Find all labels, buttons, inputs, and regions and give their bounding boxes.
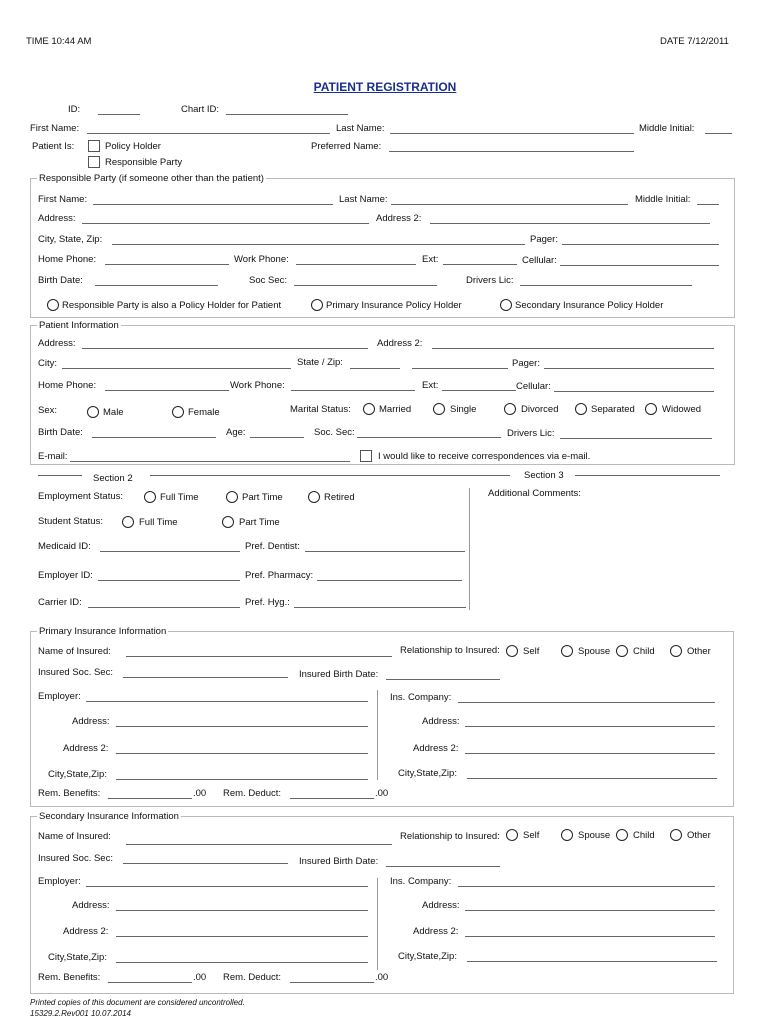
rp-ext-input[interactable]	[443, 264, 517, 265]
pt-state-input[interactable]	[350, 368, 400, 369]
sec-deduct-cents: .00	[375, 972, 389, 983]
pri-spouse-label: Spouse	[578, 646, 611, 657]
student-status-label: Student Status:	[38, 516, 103, 527]
sec-ins-company-label: Ins. Company:	[390, 876, 452, 887]
pt-soc-sec-input[interactable]	[357, 437, 501, 438]
sec-address-r-label: Address:	[422, 900, 460, 911]
pt-married-radio[interactable]	[363, 403, 375, 415]
policy-holder-checkbox[interactable]	[88, 140, 100, 152]
emp-retired-label: Retired	[324, 492, 355, 503]
sec-child-radio[interactable]	[616, 829, 628, 841]
pt-home-phone-input[interactable]	[105, 390, 229, 391]
pri-ins-company-input[interactable]	[458, 702, 715, 703]
sec-name-input[interactable]	[126, 844, 392, 845]
sec-spouse-radio[interactable]	[561, 829, 573, 841]
pt-email-label: E-mail:	[38, 451, 68, 462]
emp-part-time-label: Part Time	[242, 492, 283, 503]
emp-retired-radio[interactable]	[308, 491, 320, 503]
emp-full-time-label: Full Time	[160, 492, 199, 503]
rp-address-input[interactable]	[82, 223, 369, 224]
pt-pager-input[interactable]	[544, 368, 714, 369]
rp-first-name-label: First Name:	[38, 194, 88, 205]
pri-benefits-cents: .00	[193, 788, 207, 799]
first-name-label: First Name:	[30, 123, 80, 134]
pt-cellular-input[interactable]	[554, 391, 714, 392]
date-stamp: DATE 7/12/2011	[660, 36, 729, 47]
pri-employer-label: Employer:	[38, 691, 81, 702]
sec-address2-label: Address 2:	[63, 926, 109, 937]
pri-benefits-label: Rem. Benefits:	[38, 788, 101, 799]
sec-city-label: City,State,Zip:	[48, 952, 107, 963]
pref-pharmacy-label: Pref. Pharmacy:	[245, 570, 314, 581]
rp-secondary-holder-option: Secondary Insurance Policy Holder	[515, 300, 664, 311]
rp-address-label: Address:	[38, 213, 76, 224]
sec-column-divider	[377, 878, 378, 970]
sec-ins-company-input[interactable]	[458, 886, 715, 887]
page-title: PATIENT REGISTRATION	[313, 80, 457, 94]
pri-self-label: Self	[523, 646, 540, 657]
sec-child-label: Child	[633, 830, 655, 841]
pt-email-input[interactable]	[70, 461, 350, 462]
pri-soc-label: Insured Soc. Sec:	[38, 667, 113, 678]
pri-birth-input[interactable]	[386, 679, 500, 680]
pref-hyg-label: Pref. Hyg.:	[245, 597, 290, 608]
pt-age-label: Age:	[226, 427, 246, 438]
sec-address-input[interactable]	[116, 910, 368, 911]
sec-self-label: Self	[523, 830, 540, 841]
pt-single-label: Single	[450, 404, 477, 415]
pt-state-zip-label: State / Zip:	[297, 357, 343, 368]
pt-address-input[interactable]	[82, 348, 368, 349]
pt-work-phone-input[interactable]	[291, 390, 415, 391]
pt-work-phone-label: Work Phone:	[230, 380, 285, 391]
sec-city-r-label: City,State,Zip:	[398, 951, 457, 962]
last-name-input[interactable]	[390, 133, 634, 134]
time-stamp: TIME 10:44 AM	[26, 36, 92, 47]
preferred-name-input[interactable]	[389, 151, 634, 152]
chart-id-input[interactable]	[226, 114, 348, 115]
pt-address2-input[interactable]	[432, 348, 714, 349]
rp-city-label: City, State, Zip:	[38, 234, 103, 245]
chart-id-label: Chart ID:	[181, 104, 220, 115]
sec-address2-r-label: Address 2:	[413, 926, 459, 937]
pt-cellular-label: Cellular:	[516, 381, 551, 392]
sec-other-radio[interactable]	[670, 829, 682, 841]
sec-other-label: Other	[687, 830, 711, 841]
patient-information-heading: Patient Information	[39, 320, 119, 331]
secondary-insurance-heading: Secondary Insurance Information	[39, 811, 179, 822]
sec-deduct-label: Rem. Deduct:	[223, 972, 282, 983]
pri-self-radio[interactable]	[506, 645, 518, 657]
id-input[interactable]	[98, 114, 140, 115]
rp-pager-input[interactable]	[562, 244, 719, 245]
pref-dentist-input[interactable]	[305, 551, 465, 552]
pt-city-input[interactable]	[62, 368, 291, 369]
pri-city-label: City,State,Zip:	[48, 769, 107, 780]
pri-deduct-label: Rem. Deduct:	[223, 788, 282, 799]
pt-birth-date-label: Birth Date:	[38, 427, 83, 438]
sec-city-input[interactable]	[116, 962, 368, 963]
sec-soc-label: Insured Soc. Sec:	[38, 853, 113, 864]
sec-deduct-input[interactable]	[290, 982, 374, 983]
pri-address2-label: Address 2:	[63, 743, 109, 754]
medicaid-id-input[interactable]	[100, 551, 240, 552]
sec-employer-input[interactable]	[86, 886, 368, 887]
pt-home-phone-label: Home Phone:	[38, 380, 97, 391]
pri-employer-input[interactable]	[86, 701, 368, 702]
stu-part-time-radio[interactable]	[222, 516, 234, 528]
employment-status-label: Employment Status:	[38, 491, 124, 502]
pri-deduct-input[interactable]	[290, 798, 374, 799]
rp-last-name-label: Last Name:	[339, 194, 388, 205]
sec-address2-input[interactable]	[116, 936, 368, 937]
pt-address-label: Address:	[38, 338, 76, 349]
primary-insurance-section	[30, 631, 734, 807]
pt-widowed-label: Widowed	[662, 404, 702, 415]
emp-full-time-radio[interactable]	[144, 491, 156, 503]
sec-address-r-input[interactable]	[465, 910, 715, 911]
patient-is-label: Patient Is:	[32, 141, 75, 152]
preferred-name-label: Preferred Name:	[311, 141, 382, 152]
pt-male-radio[interactable]	[87, 406, 99, 418]
employer-id-label: Employer ID:	[38, 570, 93, 581]
responsible-party-heading: Responsible Party (if someone other than the patient)	[39, 173, 264, 184]
rp-home-phone-label: Home Phone:	[38, 254, 97, 265]
rp-policy-holder-option: Responsible Party is also a Policy Holder for Patient	[62, 300, 282, 311]
sec-name-label: Name of Insured:	[38, 831, 111, 842]
section-divider	[469, 488, 470, 610]
pri-city-input[interactable]	[116, 779, 368, 780]
pri-address-label: Address:	[72, 716, 110, 727]
rp-cellular-input[interactable]	[560, 265, 719, 266]
sec-benefits-label: Rem. Benefits:	[38, 972, 101, 983]
pt-divorced-label: Divorced	[521, 404, 559, 415]
sec-birth-input[interactable]	[386, 866, 500, 867]
pt-female-label: Female	[188, 407, 220, 418]
pt-email-opt-checkbox[interactable]	[360, 450, 372, 462]
pri-name-input[interactable]	[126, 656, 392, 657]
rp-work-phone-label: Work Phone:	[234, 254, 289, 265]
rp-secondary-holder-radio[interactable]	[500, 299, 512, 311]
stu-full-time-label: Full Time	[139, 517, 178, 528]
sec-relationship-label: Relationship to Insured:	[400, 831, 500, 842]
responsible-party-label: Responsible Party	[105, 157, 183, 168]
pt-drivers-lic-input[interactable]	[560, 438, 712, 439]
additional-comments-label: Additional Comments:	[488, 488, 581, 499]
middle-initial-label: Middle Initial:	[639, 123, 695, 134]
pri-child-radio[interactable]	[616, 645, 628, 657]
pri-city-r-label: City,State,Zip:	[398, 768, 457, 779]
responsible-party-checkbox[interactable]	[88, 156, 100, 168]
section3-heading: Section 3	[524, 470, 564, 481]
rp-middle-initial-input[interactable]	[697, 204, 719, 205]
stu-part-time-label: Part Time	[239, 517, 280, 528]
pref-hyg-input[interactable]	[294, 607, 466, 608]
rp-last-name-input[interactable]	[391, 204, 628, 205]
pt-sex-label: Sex:	[38, 405, 58, 416]
id-label: ID:	[68, 104, 81, 115]
rp-address2-input[interactable]	[430, 223, 710, 224]
rp-primary-holder-option: Primary Insurance Policy Holder	[326, 300, 462, 311]
pri-birth-label: Insured Birth Date:	[299, 669, 379, 680]
rp-pager-label: Pager:	[530, 234, 558, 245]
last-name-label: Last Name:	[336, 123, 385, 134]
pt-married-label: Married	[379, 404, 412, 415]
pri-address-r-input[interactable]	[465, 726, 715, 727]
pt-separated-radio[interactable]	[575, 403, 587, 415]
carrier-id-label: Carrier ID:	[38, 597, 82, 608]
rp-policy-holder-radio[interactable]	[47, 299, 59, 311]
sec-address2-r-input[interactable]	[465, 936, 715, 937]
primary-insurance-heading: Primary Insurance Information	[39, 626, 167, 637]
section2-rule-right	[150, 475, 510, 476]
rp-home-phone-input[interactable]	[105, 264, 229, 265]
pt-birth-date-input[interactable]	[92, 437, 216, 438]
pref-dentist-label: Pref. Dentist:	[245, 541, 300, 552]
pt-email-opt-label: I would like to receive correspondences via e-mail.	[378, 451, 591, 462]
sec-birth-label: Insured Birth Date:	[299, 856, 379, 867]
pt-zip-input[interactable]	[412, 368, 508, 369]
pt-female-radio[interactable]	[172, 406, 184, 418]
pt-pager-label: Pager:	[512, 358, 540, 369]
pt-widowed-radio[interactable]	[645, 403, 657, 415]
pt-single-radio[interactable]	[433, 403, 445, 415]
pt-male-label: Male	[103, 407, 124, 418]
pt-drivers-lic-label: Drivers Lic:	[507, 428, 555, 439]
rp-work-phone-input[interactable]	[296, 264, 416, 265]
rp-birth-date-input[interactable]	[95, 285, 218, 286]
pt-soc-sec-label: Soc. Sec:	[314, 427, 355, 438]
rp-first-name-input[interactable]	[93, 204, 333, 205]
pri-benefits-input[interactable]	[108, 798, 192, 799]
rp-soc-sec-input[interactable]	[294, 285, 437, 286]
pri-relationship-label: Relationship to Insured:	[400, 645, 500, 656]
rp-city-input[interactable]	[112, 244, 525, 245]
pt-address2-label: Address 2:	[377, 338, 423, 349]
rp-soc-sec-label: Soc Sec:	[249, 275, 288, 286]
section2-heading: Section 2	[93, 473, 133, 484]
rp-middle-initial-label: Middle Initial:	[635, 194, 691, 205]
sec-spouse-label: Spouse	[578, 830, 611, 841]
rp-drivers-lic-label: Drivers Lic:	[466, 275, 514, 286]
sec-benefits-cents: .00	[193, 972, 207, 983]
pt-age-input[interactable]	[250, 437, 304, 438]
policy-holder-label: Policy Holder	[105, 141, 161, 152]
first-name-input[interactable]	[87, 133, 330, 134]
pri-address-r-label: Address:	[422, 716, 460, 727]
pri-address2-input[interactable]	[116, 753, 368, 754]
pri-address2-r-label: Address 2:	[413, 743, 459, 754]
sec-city-r-input[interactable]	[467, 961, 717, 962]
rp-birth-date-label: Birth Date:	[38, 275, 83, 286]
emp-part-time-radio[interactable]	[226, 491, 238, 503]
sec-self-radio[interactable]	[506, 829, 518, 841]
pt-ext-input[interactable]	[442, 390, 516, 391]
pri-soc-input[interactable]	[123, 677, 288, 678]
pri-address-input[interactable]	[116, 726, 368, 727]
rp-primary-holder-radio[interactable]	[311, 299, 323, 311]
footer-disclaimer: Printed copies of this document are considered uncontrolled.	[30, 998, 245, 1007]
pri-other-label: Other	[687, 646, 711, 657]
pri-ins-company-label: Ins. Company:	[390, 692, 452, 703]
footer-revision: 15329.2.Rev001 10.07.2014	[30, 1009, 131, 1018]
sec-employer-label: Employer:	[38, 876, 81, 887]
pri-city-r-input[interactable]	[467, 778, 717, 779]
pri-address2-r-input[interactable]	[465, 753, 715, 754]
secondary-insurance-section	[30, 816, 734, 994]
sec-address-label: Address:	[72, 900, 110, 911]
pt-marital-label: Marital Status:	[290, 404, 351, 415]
pri-other-radio[interactable]	[670, 645, 682, 657]
pt-divorced-radio[interactable]	[504, 403, 516, 415]
pt-city-label: City:	[38, 358, 57, 369]
pri-deduct-cents: .00	[375, 788, 389, 799]
middle-initial-input[interactable]	[705, 133, 732, 134]
carrier-id-input[interactable]	[88, 607, 240, 608]
pt-separated-label: Separated	[591, 404, 635, 415]
sec-benefits-input[interactable]	[108, 982, 192, 983]
rp-address2-label: Address 2:	[376, 213, 422, 224]
pri-child-label: Child	[633, 646, 655, 657]
section3-rule-right	[575, 475, 720, 476]
pri-column-divider	[377, 690, 378, 780]
rp-cellular-label: Cellular:	[522, 255, 557, 266]
pref-pharmacy-input[interactable]	[317, 580, 462, 581]
rp-drivers-lic-input[interactable]	[520, 285, 692, 286]
medicaid-id-label: Medicaid ID:	[38, 541, 91, 552]
rp-ext-label: Ext:	[422, 254, 439, 265]
pri-name-label: Name of Insured:	[38, 646, 111, 657]
employer-id-input[interactable]	[98, 580, 240, 581]
sec-soc-input[interactable]	[123, 863, 288, 864]
pt-ext-label: Ext:	[422, 380, 439, 391]
pri-spouse-radio[interactable]	[561, 645, 573, 657]
section2-rule-left	[38, 475, 82, 476]
stu-full-time-radio[interactable]	[122, 516, 134, 528]
